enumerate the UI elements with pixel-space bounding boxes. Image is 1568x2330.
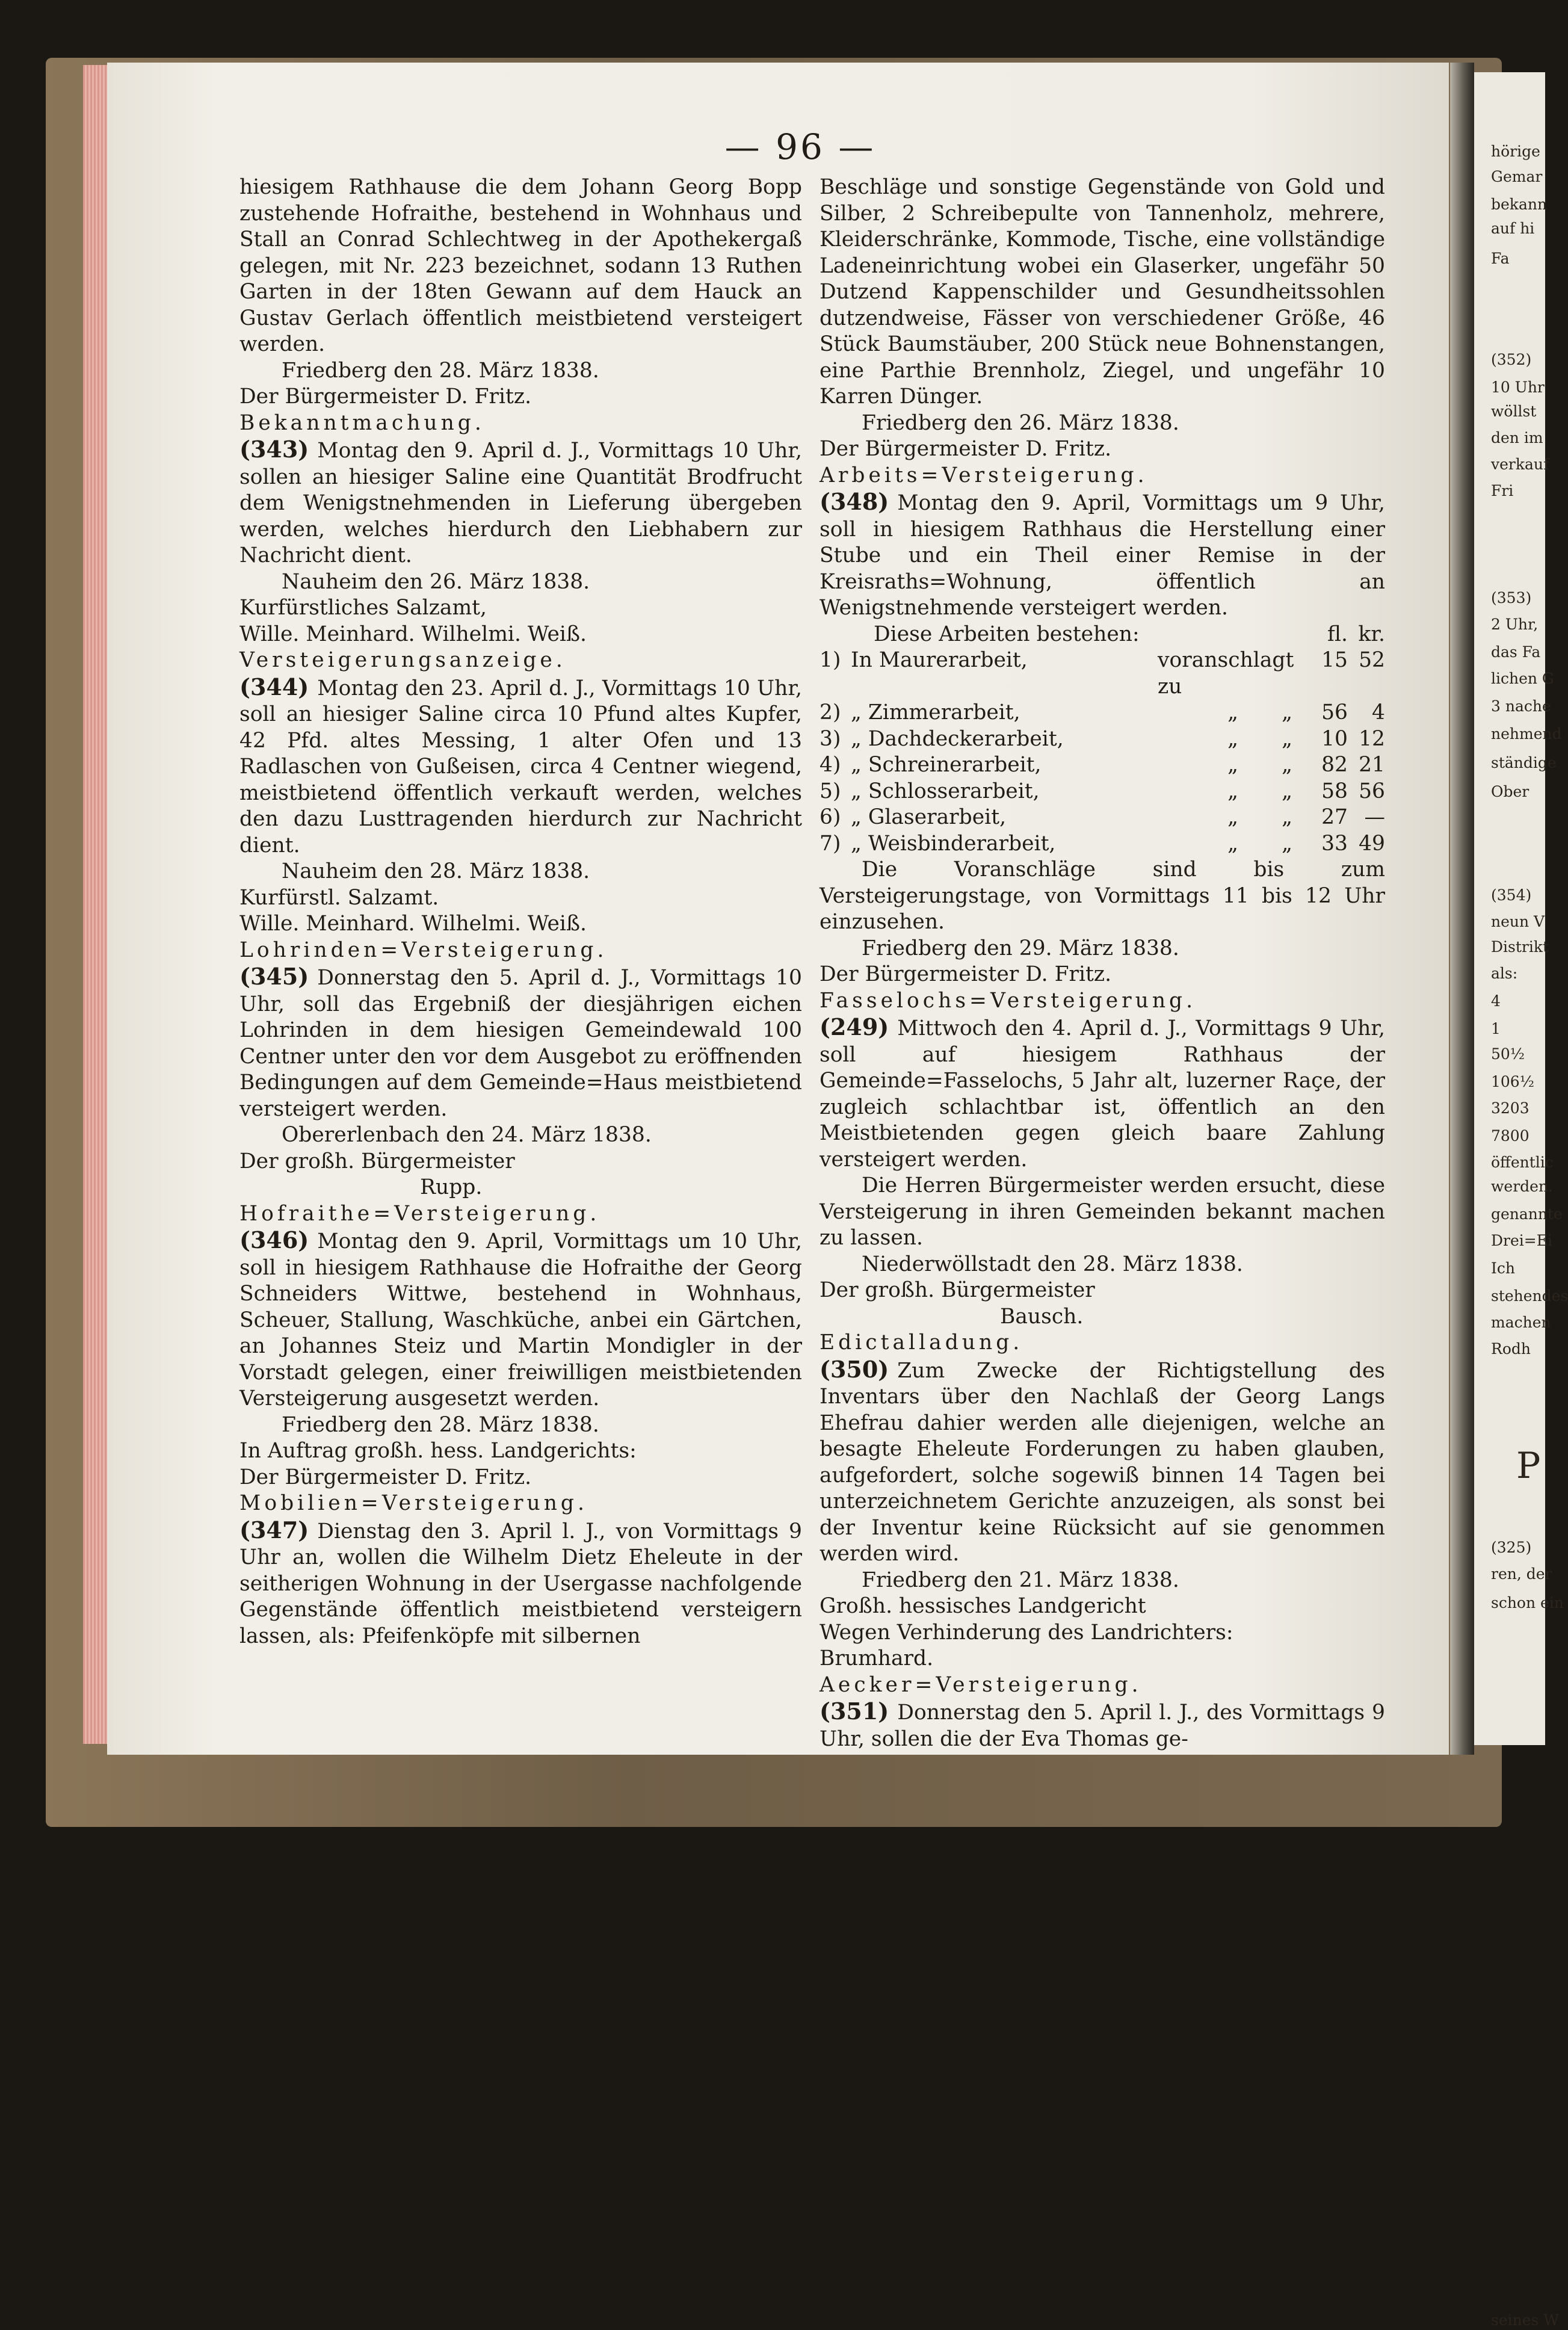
- notice-text: Zum Zwecke der Richtigstellung des Inventars über den Nachlaß der Georg Langs Ehefrau dahier werden alle diejenigen, welche an besagte Eheleute Forderungen zu haben glauben, aufgefordert, solche sogewiß binnen 14 Tagen bei unterzeichnetem Gerichte anzuzeigen, als sonst bei der Inventur keine Rücksicht auf sie genommen werden wird.: [819, 1358, 1385, 1566]
- ditto-mark: „: [1227, 700, 1238, 725]
- notice-signature-name: Brumhard.: [819, 1646, 934, 1670]
- notice-signature-name: Rupp.: [420, 1175, 483, 1199]
- adjacent-page-fragment: verkauf: [1491, 456, 1549, 473]
- row-index: 5): [819, 779, 841, 803]
- adjacent-page-fragment: genannte: [1491, 1205, 1563, 1223]
- cost-row: [819, 805, 1385, 831]
- adjacent-page-fragment: 2 Uhr,: [1491, 616, 1539, 633]
- adjacent-page-fragment: hörige: [1491, 143, 1540, 160]
- cost-table-header: [819, 622, 1385, 648]
- row-kr: 52: [1359, 648, 1385, 672]
- notice-249: [819, 988, 1385, 1330]
- column-header-kr: kr.: [1358, 622, 1385, 646]
- adjacent-page-fragment: schon ein: [1491, 1594, 1564, 1612]
- adjacent-page-fragment: (352): [1491, 351, 1532, 368]
- notice-signature: Der großh. Bürgermeister: [819, 1278, 1095, 1302]
- notice-place-date: Niederwöllstadt den 28. März 1838.: [862, 1252, 1243, 1276]
- notice-346: [239, 1201, 802, 1491]
- ditto-mark: „: [1282, 753, 1292, 777]
- notice-signature-line: Wegen Verhinderung des Landrichters:: [819, 1620, 1233, 1645]
- adjacent-page-fragment: als:: [1491, 965, 1518, 982]
- adjacent-page-fragment: auf hi: [1491, 220, 1535, 237]
- notice-heading: Edictalladung.: [819, 1330, 1023, 1355]
- row-kr: —: [1364, 805, 1385, 829]
- adjacent-page-fragment: 10 Uhr: [1491, 379, 1545, 396]
- adjacent-page-fragment: Gemar: [1491, 168, 1543, 185]
- cost-row: [819, 700, 1385, 726]
- notice-heading: Aecker=Versteigerung.: [819, 1672, 1142, 1697]
- cost-row: [819, 779, 1385, 805]
- row-kr: 12: [1359, 726, 1385, 751]
- adjacent-page-fragment: ren, der: [1491, 1565, 1552, 1583]
- row-fl: 27: [1321, 805, 1348, 829]
- notice-text: Die Herren Bürgermeister werden ersucht, diese Versteigerung in ihren Gemeinden bekannt machen zu lassen.: [819, 1173, 1385, 1250]
- row-kr: 49: [1359, 831, 1385, 856]
- notice-342-continued: [239, 175, 802, 410]
- adjacent-page-fragment: (325): [1491, 1539, 1532, 1556]
- notice-place-date: Friedberg den 26. März 1838.: [862, 410, 1179, 435]
- adjacent-page-fragment: Distrikt: [1491, 938, 1549, 956]
- notice-signature: Großh. hessisches Landgericht: [819, 1594, 1146, 1618]
- page-number: — 96 —: [724, 126, 876, 167]
- adjacent-page-fragment: seines W: [1491, 2311, 1559, 2329]
- row-note: voranschlagt zu: [1158, 648, 1294, 699]
- notice-heading: Lohrinden=Versteigerung.: [239, 938, 608, 962]
- notice-344: [239, 647, 802, 938]
- adjacent-page-fragment: 106½: [1491, 1073, 1534, 1090]
- notice-347: [239, 1491, 802, 1649]
- notice-signature: Der Bürgermeister D. Fritz.: [819, 437, 1112, 461]
- notice-351: [819, 1672, 1385, 1753]
- notice-heading: Versteigerungsanzeige.: [239, 648, 566, 672]
- notice-number: (351): [819, 1698, 889, 1725]
- row-index: 7): [819, 831, 841, 856]
- notice-place-date: Friedberg den 29. März 1838.: [862, 936, 1179, 960]
- notice-signature-name: Bausch.: [1000, 1304, 1084, 1329]
- cost-table: [819, 647, 1385, 857]
- notice-number: (249): [819, 1013, 889, 1040]
- ditto-mark: „: [1282, 779, 1292, 803]
- notice-place-date: Nauheim den 26. März 1838.: [282, 569, 590, 594]
- notice-343: [239, 410, 802, 648]
- notice-signature: Der Bürgermeister D. Fritz.: [239, 385, 532, 409]
- ditto-mark: „: [1282, 726, 1292, 751]
- row-index: 1): [819, 648, 841, 672]
- cost-row: [819, 752, 1385, 779]
- column-header-fl: fl.: [1327, 622, 1348, 646]
- notice-348: [819, 463, 1385, 988]
- adjacent-page-fragment: 4: [1491, 992, 1501, 1010]
- row-work: „ Zimmerarbeit,: [851, 700, 1020, 725]
- notice-heading: Fasselochs=Versteigerung.: [819, 988, 1197, 1013]
- notice-347-continued: [819, 175, 1385, 463]
- notice-heading: Hofraithe=Versteigerung.: [239, 1201, 600, 1226]
- notice-number: (348): [819, 488, 889, 515]
- row-work: „ Schlosserarbeit,: [851, 779, 1040, 803]
- ditto-mark: „: [1227, 726, 1238, 751]
- notice-text: Montag den 23. April d. J., Vormittags 10 Uhr, soll an hiesiger Saline circa 10 Pfund altes Kupfer, 42 Pfd. altes Messing, 1 alter Ofen und 13 Radlaschen von Gußeisen, circa 4 Centner wiegend, meistbietend öffentlich verkauft werden, welches den dazu Lusttragenden hierdurch zur Nachricht dient.: [239, 676, 802, 858]
- adjacent-page-fragment: P: [1516, 1445, 1541, 1487]
- notice-number: (350): [819, 1355, 889, 1383]
- notice-text: Beschläge und sonstige Gegenstände von Gold und Silber, 2 Schreibepulte von Tannenholz, mehrere, Kleiderschränke, Kommode, Tische, eine vollständige Ladeneinrichtung wobei ein Glaserker, ungefähr 50 Dutzend Kappenschilder und Gesundheitssohlen dutzendweise, Fässer von verschiedener Größe, 46 Stück Baumstäuber, 200 Stück neue Bohnenstangen, eine Parthie Brennholz, Ziegel, und ungefähr 10 Karren Dünger.: [819, 175, 1385, 409]
- ditto-mark: „: [1227, 753, 1238, 777]
- notice-signature: Der Bürgermeister D. Fritz.: [819, 962, 1112, 986]
- ditto-mark: „: [1227, 831, 1238, 856]
- row-index: 2): [819, 700, 841, 725]
- adjacent-page-fragment: Drei=Ei: [1491, 1232, 1552, 1249]
- notice-signature: In Auftrag großh. hess. Landgerichts:: [239, 1439, 637, 1463]
- adjacent-page-fragment: öffentlic: [1491, 1154, 1554, 1171]
- notice-signature: Kurfürstliches Salzamt,: [239, 596, 487, 620]
- row-fl: 56: [1321, 700, 1348, 725]
- row-work: In Maurerarbeit,: [851, 648, 1028, 672]
- row-index: 6): [819, 805, 841, 829]
- notice-345: [239, 938, 802, 1201]
- book-gutter: [1450, 63, 1474, 1755]
- left-column: [239, 175, 802, 1649]
- adjacent-page-fragment: machen: [1491, 1314, 1551, 1331]
- row-index: 3): [819, 726, 841, 751]
- row-fl: 33: [1321, 831, 1348, 856]
- notice-text: Montag den 9. April, Vormittags um 9 Uhr, soll in hiesigem Rathhaus die Herstellung einer Stube und ein Theil einer Remise in der Kreisraths=Wohnung, öffentlich an Wenigstnehmende versteigert werden.: [819, 491, 1385, 620]
- row-fl: 15: [1321, 648, 1348, 672]
- cost-row: [819, 831, 1385, 858]
- adjacent-page-fragment: 7800: [1491, 1127, 1529, 1145]
- row-index: 4): [819, 753, 841, 777]
- adjacent-page-fragment: 1: [1491, 1020, 1501, 1037]
- notice-signature: Kurfürstl. Salzamt.: [239, 885, 439, 910]
- ditto-mark: „: [1282, 831, 1292, 856]
- cost-row: [819, 726, 1385, 753]
- row-fl: 82: [1321, 753, 1348, 777]
- notice-number: (344): [239, 673, 309, 700]
- notice-heading: Mobilien=Versteigerung.: [239, 1491, 588, 1515]
- adjacent-page-fragment: bekann: [1491, 196, 1548, 213]
- row-kr: 21: [1359, 753, 1385, 777]
- adjacent-page-fragment: 50½: [1491, 1045, 1525, 1063]
- adjacent-page-fragment: Rodh: [1491, 1340, 1531, 1358]
- adjacent-page-fragment: Fri: [1491, 482, 1514, 499]
- adjacent-page-fragment: Ich: [1491, 1259, 1515, 1277]
- notice-place-date: Friedberg den 28. März 1838.: [282, 1412, 599, 1437]
- notice-number: (343): [239, 436, 309, 463]
- ditto-mark: „: [1282, 700, 1292, 725]
- right-page-fragment: [1474, 72, 1548, 1745]
- notice-text: Donnerstag den 5. April l. J., des Vormittags 9 Uhr, sollen die der Eva Thomas ge-: [819, 1701, 1385, 1751]
- adjacent-page-fragment: Fa: [1491, 250, 1510, 267]
- notice-number: (346): [239, 1226, 309, 1253]
- notice-text: Dienstag den 3. April l. J., von Vormittags 9 Uhr an, wollen die Wilhelm Dietz Eheleute in der seitherigen Wohnung in der Usergasse nachfolgende Gegenstände öffentlich meistbietend versteigern lassen, als: Pfeifenköpfe mit silbernen: [239, 1519, 802, 1648]
- ditto-mark: „: [1227, 805, 1238, 829]
- right-column: [819, 175, 1385, 1752]
- adjacent-page-fragment: lichen G: [1491, 670, 1554, 687]
- adjacent-page-fragment: 3203: [1491, 1099, 1529, 1117]
- adjacent-page-fragment: den im: [1491, 429, 1543, 447]
- row-work: „ Weisbinderarbeit,: [851, 831, 1056, 856]
- notice-place-date: Friedberg den 21. März 1838.: [862, 1568, 1179, 1592]
- notice-place-date: Nauheim den 28. März 1838.: [282, 859, 590, 883]
- adjacent-page-fragment: wöllst: [1491, 403, 1537, 420]
- notice-place-date: Friedberg den 28. März 1838.: [282, 358, 599, 383]
- notice-number: (345): [239, 963, 309, 990]
- row-fl: 58: [1321, 779, 1348, 803]
- notice-signature-names: Wille. Meinhard. Wilhelmi. Weiß.: [239, 912, 587, 936]
- adjacent-page-fragment: nehmend: [1491, 725, 1562, 743]
- row-kr: 4: [1372, 700, 1385, 725]
- adjacent-page-fragment: stehendes: [1491, 1287, 1568, 1305]
- cost-row: [819, 647, 1385, 700]
- adjacent-page-fragment: neun V: [1491, 913, 1545, 930]
- notice-text: hiesigem Rathhause die dem Johann Georg Bopp zustehende Hofraithe, bestehend in Wohnhaus und Stall an Conrad Schlechtweg in der Apothekergaß gelegen, mit Nr. 223 bezeichnet, sodann 13 Ruthen Garten in der 18ten Gewann auf dem Hauck an Gustav Gerlach öffentlich meistbietend versteigert werden.: [239, 175, 802, 356]
- notice-signature-name: Der Bürgermeister D. Fritz.: [239, 1465, 532, 1489]
- adjacent-page-fragment: 3 nache: [1491, 697, 1551, 715]
- notice-signature-names: Wille. Meinhard. Wilhelmi. Weiß.: [239, 622, 587, 646]
- row-work: „ Dachdeckerarbeit,: [851, 726, 1064, 751]
- ditto-mark: „: [1227, 779, 1238, 803]
- adjacent-page-fragment: (353): [1491, 589, 1532, 607]
- cost-table-intro: Diese Arbeiten bestehen:: [874, 622, 1140, 646]
- notice-text: Donnerstag den 5. April d. J., Vormittags 10 Uhr, soll das Ergebniß der diesjährigen eichen Lohrinden in dem hiesigen Gemeindewald 100 Centner unter den vor dem Ausgebot zu eröffnenden Bedingungen auf dem Gemeinde=Haus meistbietend versteigert werden.: [239, 966, 802, 1121]
- notice-text: Mittwoch den 4. April d. J., Vormittags 9 Uhr, soll auf hiesigem Rathhaus der Gemeinde=Fasselochs, 5 Jahr alt, luzerner Raçe, der zugleich schlachtbar ist, öffentlich an den Meistbietenden gegen gleich baare Zahlung versteigert werden.: [819, 1016, 1385, 1172]
- adjacent-page-fragment: ständige: [1491, 754, 1557, 771]
- notice-number: (347): [239, 1516, 309, 1544]
- row-work: „ Schreinerarbeit,: [851, 753, 1042, 777]
- row-fl: 10: [1321, 726, 1348, 751]
- notice-text: Montag den 9. April d. J., Vormittags 10 Uhr, sollen an hiesiger Saline eine Quantität Brodfrucht dem Wenigstnehmenden in Lieferung übergeben werden, welches hierdurch den Liebhabern zur Nachricht dient.: [239, 439, 802, 567]
- notice-350: [819, 1330, 1385, 1672]
- notice-signature: Der großh. Bürgermeister: [239, 1149, 515, 1173]
- notice-heading: Bekanntmachung.: [239, 410, 485, 435]
- notice-heading: Arbeits=Versteigerung.: [819, 463, 1148, 487]
- notice-text: Montag den 9. April, Vormittags um 10 Uhr, soll in hiesigem Rathhause die Hofraithe der Georg Schneiders Wittwe, bestehend in Wohnhaus, Scheuer, Stallung, Waschküche, anbei ein Gärtchen, an Johannes Steiz und Martin Mondigler in der Vorstadt gelegen, einer freiwilligen meistbietenden Versteigerung ausgesetzt werden.: [239, 1229, 802, 1411]
- adjacent-page-fragment: werden.: [1491, 1178, 1553, 1195]
- notice-place-date: Obererlenbach den 24. März 1838.: [282, 1123, 652, 1147]
- row-kr: 56: [1359, 779, 1385, 803]
- adjacent-page-fragment: Ober: [1491, 783, 1529, 800]
- row-work: „ Glaserarbeit,: [851, 805, 1007, 829]
- adjacent-page-fragment: (354): [1491, 886, 1532, 904]
- notice-text: Die Voranschläge sind bis zum Versteigerungstage, von Vormittags 11 bis 12 Uhr einzusehen.: [819, 858, 1385, 934]
- ditto-mark: „: [1282, 805, 1292, 829]
- adjacent-page-fragment: das Fa: [1491, 643, 1541, 661]
